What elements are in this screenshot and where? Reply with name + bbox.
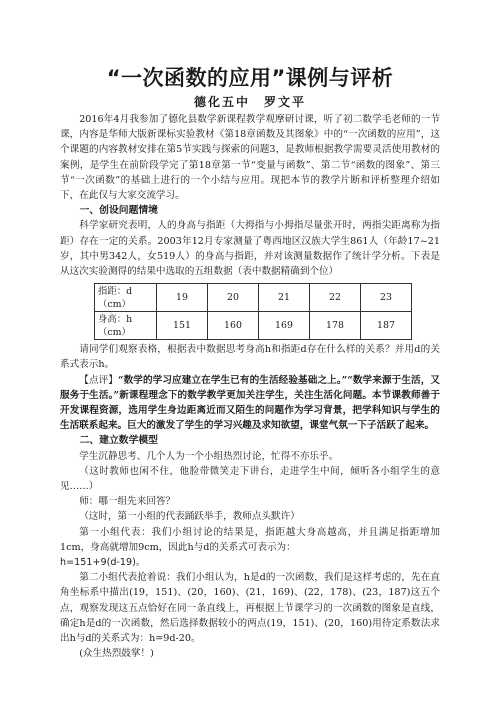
table-cell: 22 [310,284,361,312]
section2-line: 师：哪一组先来回答？ [79,496,176,508]
table-row [95,312,412,340]
table-cell: 178 [310,312,361,340]
section2-line: (众生热烈鼓掌！) [79,648,154,660]
data-table [94,283,412,340]
section2-line: 学生沉静思考、几个人为一个小组热烈讨论，忙得不亦乐乎。 [79,450,339,462]
formula-line: h=151+9(d-19)。 [60,557,146,569]
table-cell: 187 [361,312,412,340]
intro-paragraph: 2016年4月我参加了德化县数学新课程教学观摩研讨课，听了初二数学毛老师的一节课，内容是华师大版新课标实验教材《第18章函数及其图象》中的“一次函数的应用”，这个课题的内容教材安排在第5节实践与探索的问题3，是教师根据教学需要灵活使用教材的案例，是学生在前阶段学完了第18章第一节“变量与函数”、第二节“函数的图象”、第三节“一次函数”的基础上进行的一个小结与应用。现把本节的教学片断和评析整理介绍如下，在此仅与大家交流学习。 [60,114,440,202]
question-paragraph: 请同学们观察表格，根据表中数据思考身高h和指距d存在什么样的关系？并用d的关系式表示h。 [60,344,440,371]
comment-label: 【点评】 [79,374,118,386]
section-heading-1: 一、创设问题情境 [79,205,158,217]
table-cell: 21 [259,284,310,312]
table-cell: 169 [259,312,310,340]
document-body [60,112,440,662]
section1-paragraph: 科学家研究表明，人的身高与指距（大拇指与小拇指尽量张开时，两指尖距离称为指距）存在一定的关系。2003年12月专家测量了粤西地区汉族大学生861人（年龄17~21岁，其中男342人，女519人）的身高与指距，并对该测量数据作了统计学分析。下表是从这次实验测得的结果中选取的五组数据（表中数据精确到个位） [60,220,440,278]
table-row [95,284,412,312]
table-cell: 19 [157,284,208,312]
comment-paragraph [60,373,440,434]
section-heading-2: 二、建立数学模型 [79,435,158,447]
table-row-label: 指距：d（cm） [95,284,157,312]
table-cell: 23 [361,284,412,312]
table-cell: 151 [157,312,208,340]
table-row-label: 身高：h（cm） [95,312,157,340]
table-cell: 20 [208,284,259,312]
document-title: “一次函数的应用”课例与评析 [106,66,394,90]
comment-text: “数学的学习应建立在学生已有的生活经验基础之上。”“数学来源于生活，又服务于生活。”新课程理念下的数学教学更加关注学生，关注生活化问题。本节课教师善于开发课程资源，选用学生身边距离近而又陌生的问题作为学习背景，把学科知识与学生的生活联系起来。巨大的激发了学生的学习兴趣及求知欲望，课堂气氛一下子活跃了起来。 [60,374,440,432]
section2-line: （这时教师也闲不住，他脸带微笑走下讲台，走进学生中间，倾听各小组学生的意见……） [60,465,440,493]
section2-line: （这时，第一小组的代表踊跃举手，教师点头默许） [79,511,300,523]
table-cell: 160 [208,312,259,340]
section2-line: 第一小组代表：我们小组讨论的结果是，指距越大身高越高，并且满足指距增加1cm，身高就增加9cm，因此h与d的关系式可表示为： [60,526,440,553]
author-line: 德化五中 罗文平 [193,95,306,109]
section2-line: 第二小组代表抢着说：我们小组认为，h是d的一次函数，我们是这样考虑的，先在直角坐标系中描出(19，151)、(20，160)、(21，169)、(22，178)、(23，187)这五个点，观察发现这五点恰好在同一条直线上，再根据上节课学习的一次函数的图象是直线，确定h是d的一次函数，然后选择数据较小的两点(19，151)、(20，160)用待定系数法求出h与d的关系式为：h=9d-20。 [60,572,440,645]
